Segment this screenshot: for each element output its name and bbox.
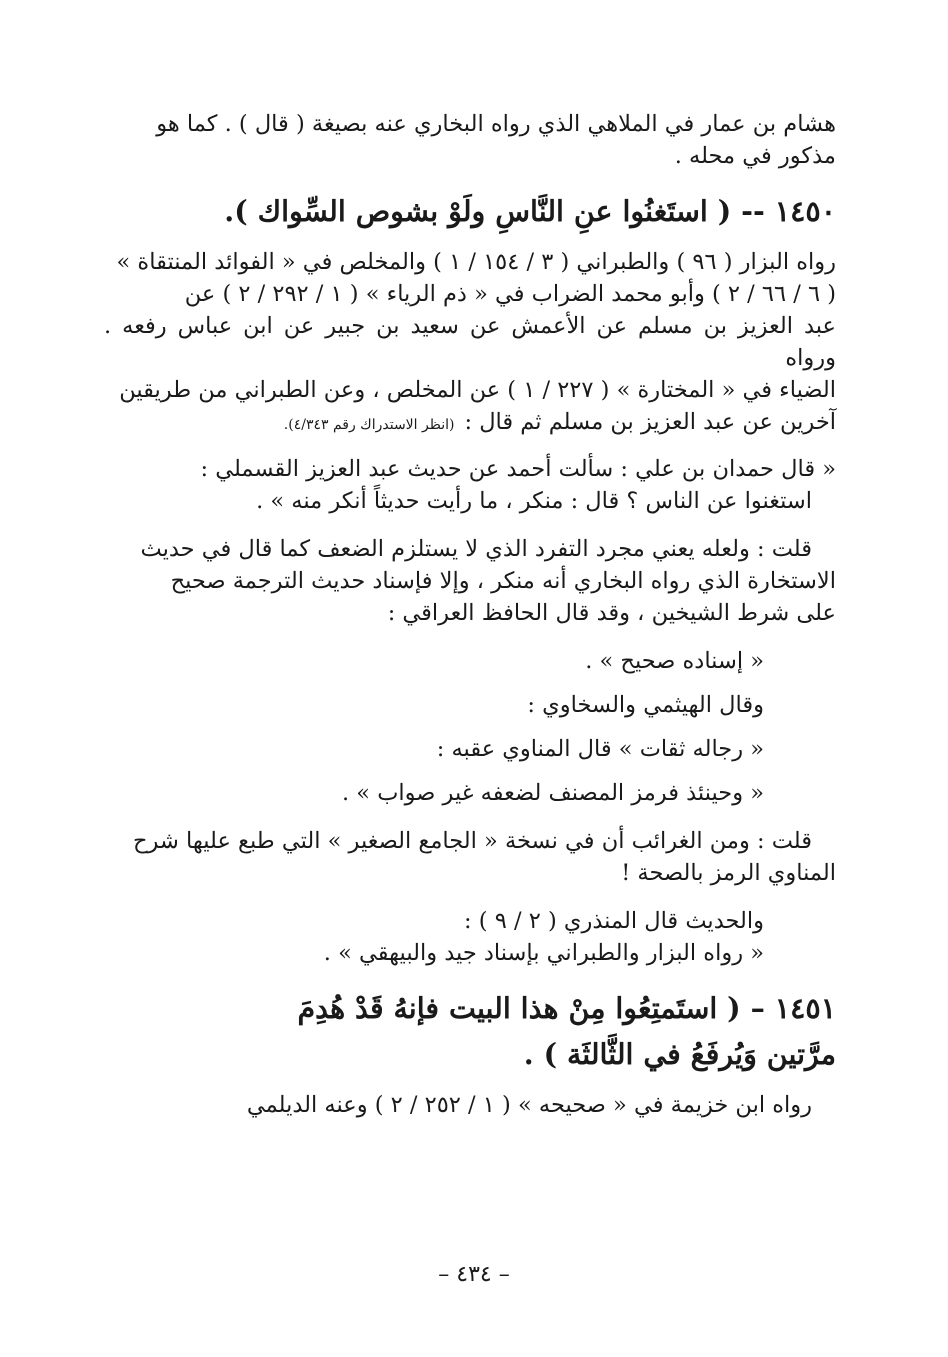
page-number: – ٤٣٤ –	[438, 1262, 510, 1287]
text-line: ( ٦ / ٦٦ / ٢ ) وأبو محمد الضراب في « ذم الرياء » ( ١ / ٢٩٢ / ٢ ) عن	[184, 281, 836, 307]
text-line	[104, 406, 836, 441]
text-line: هشام بن عمار في الملاهي الذي رواه البخاري عنه بصيغة ( قال ) . كما هو	[156, 111, 836, 137]
text-line: وقال الهيثمي والسخاوي :	[527, 692, 764, 718]
text-line: الاستخارة الذي رواه البخاري أنه منكر ، وإلا فإسناد حديث الترجمة صحيح	[170, 568, 836, 594]
hadith-heading-1451-cont: مرَّتين وَيُرفَعُ في الثَّالثَة ) .	[523, 1037, 836, 1071]
quote-line: « إسناده صحيح » .	[585, 648, 764, 674]
text-line: على شرط الشيخين ، وقد قال الحافظ العراقي :	[387, 600, 836, 626]
text-line: مذكور في محله .	[674, 143, 836, 169]
quote-line: « رواه البزار والطبراني بإسناد جيد والبيهقي » .	[323, 940, 764, 966]
text-line: قلت : ومن الغرائب أن في نسخة « الجامع الصغير » التي طبع عليها شرح	[133, 828, 812, 854]
text-fragment: آخرين عن عبد العزيز بن مسلم ثم قال :	[464, 409, 836, 435]
text-line: رواه ابن خزيمة في « صحيحه » ( ١ / ٢٥٢ / ٢ ) وعنه الديلمي	[246, 1092, 812, 1118]
text-line: رواه البزار ( ٩٦ ) والطبراني ( ٣ / ١٥٤ / ١ ) والمخلص في « الفوائد المنتقاة »	[116, 249, 836, 275]
quote-line: « رجاله ثقات » قال المناوي عقبه :	[436, 736, 764, 762]
quote-line: « قال حمدان بن علي : سألت أحمد عن حديث عبد العزيز القسملي :	[200, 456, 836, 482]
text-line: الضياء في « المختارة » ( ٢٢٧ / ١ ) عن المخلص ، وعن الطبراني من طريقين	[119, 377, 836, 403]
quote-line: استغنوا عن الناس ؟ قال : منكر ، ما رأيت حديثاً أنكر منه » .	[256, 488, 812, 514]
text-line: قلت : ولعله يعني مجرد التفرد الذي لا يستلزم الضعف كما قال في حديث	[140, 536, 812, 562]
cross-reference-note: (انظر الاستدراك رقم ٤/٣٤٣).	[283, 417, 455, 433]
text-line: والحديث قال المنذري ( ٢ / ٩ ) :	[464, 908, 764, 934]
hadith-heading-1450: ١٤٥٠ -- ( استَغنُوا عنِ النَّاسِ ولَوْ بشوص السِّواك ).	[224, 194, 836, 228]
text-line: المناوي الرمز بالصحة !	[621, 860, 836, 886]
quote-line: « وحينئذ فرمز المصنف لضعفه غير صواب » .	[342, 780, 764, 806]
hadith-heading-1451: ١٤٥١ – ( استَمتِعُوا مِنْ هذا البيت فإنهُ قَدْ هُدِمَ	[297, 991, 836, 1025]
text-line: عبد العزيز بن مسلم عن الأعمش عن سعيد بن جبير عن ابن عباس رفعه . ورواه	[104, 313, 836, 371]
